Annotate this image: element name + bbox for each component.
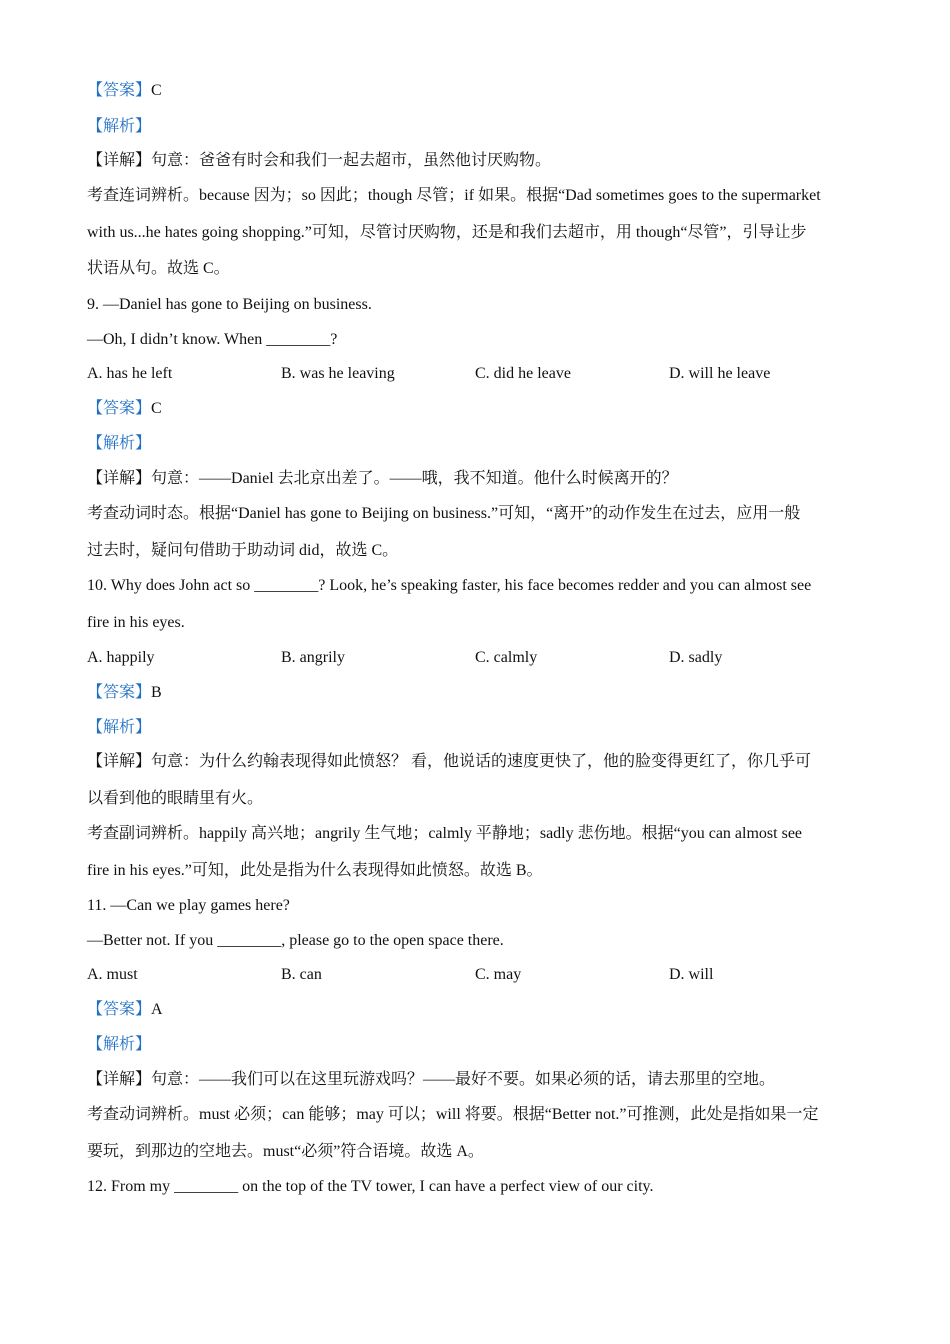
q12-stem-line: 12. From my ________ on the top of the TV tower, I can have a perfect view of our city.: [87, 1178, 654, 1195]
detail-label: 【详解】: [87, 152, 152, 169]
q11-answer-line: [87, 1000, 163, 1020]
analysis-label: 【解析】: [87, 1036, 152, 1053]
q10-option-a: A. happily: [87, 649, 155, 666]
q9-answer: C: [151, 400, 162, 417]
answer-label: 【答案】: [87, 82, 152, 99]
detail-label: 【详解】: [87, 1071, 152, 1088]
q9-option-d: D. will he leave: [669, 365, 771, 382]
q10-option-b: B. angrily: [281, 649, 345, 666]
detail-label: 【详解】: [87, 470, 152, 487]
q10-option-d: D. sadly: [669, 649, 723, 666]
q8-analysis-line: [87, 117, 151, 137]
analysis-label: 【解析】: [87, 118, 152, 135]
q10-expl-line: fire in his eyes.”可知，此处是指为什么表现得如此愤怒。故选 B。: [87, 862, 543, 879]
q9-expl-line: 考查动词时态。根据“Daniel has gone to Beijing on business.”可知，“离开”的动作发生在过去，应用一般: [87, 505, 801, 522]
q10-option-c: C. calmly: [475, 649, 538, 666]
q11-option-b: B. can: [281, 966, 322, 983]
q9-option-b: B. was he leaving: [281, 365, 395, 382]
q9-expl-line: 过去时，疑问句借助于助动词 did，故选 C。: [87, 542, 399, 559]
q11-stem-line: —Better not. If you ________, please go to the open space there.: [87, 932, 504, 949]
q11-expl-line: 要玩，到那边的空地去。must“必须”符合语境。故选 A。: [87, 1143, 484, 1160]
analysis-label: 【解析】: [87, 435, 152, 452]
q8-expl-line: 状语从句。故选 C。: [87, 260, 230, 277]
q8-detail-line: [87, 151, 551, 171]
q10-expl-line: 考查副词辨析。happily 高兴地；angrily 生气地；calmly 平静地；sadly 悲伤地。根据“you can almost see: [87, 825, 803, 842]
q11-detail: 句意：——我们可以在这里玩游戏吗？——最好不要。如果必须的话，请去那里的空地。: [151, 1071, 776, 1088]
analysis-label: 【解析】: [87, 719, 152, 736]
q8-expl-line: with us...he hates going shopping.”可知，尽管讨厌购物，还是和我们去超市，用 though“尽管”，引导让步: [87, 224, 807, 241]
q8-expl-line: 考查连词辨析。because 因为；so 因此；though 尽管；if 如果。根据“Dad sometimes goes to the supermarket: [87, 187, 821, 204]
q9-stem-line: —Oh, I didn’t know. When ________?: [87, 331, 338, 348]
q10-stem-line: 10. Why does John act so ________? Look, he’s speaking faster, his face becomes redder and you can almost see: [87, 577, 812, 594]
q11-expl-line: 考查动词辨析。must 必须；can 能够；may 可以；will 将要。根据“Better not.”可推测，此处是指如果一定: [87, 1106, 819, 1123]
q8-answer-line: [87, 81, 162, 101]
q11-detail-line: [87, 1070, 775, 1090]
q10-detail-line: 以看到他的眼睛里有火。: [87, 790, 264, 807]
q9-detail-line: [87, 469, 678, 489]
q9-answer-line: [87, 399, 162, 419]
q9-analysis-line: [87, 434, 151, 454]
q11-option-c: C. may: [475, 966, 522, 983]
answer-label: 【答案】: [87, 1001, 152, 1018]
q11-analysis-line: [87, 1035, 151, 1055]
q10-detail-line: [87, 752, 811, 772]
q10-stem-line: fire in his eyes.: [87, 614, 185, 631]
q11-stem-line: 11. —Can we play games here?: [87, 897, 290, 914]
q9-stem-line: 9. —Daniel has gone to Beijing on business.: [87, 296, 372, 313]
q11-option-d: D. will: [669, 966, 714, 983]
q8-detail: 句意：爸爸有时会和我们一起去超市，虽然他讨厌购物。: [151, 152, 552, 169]
detail-label: 【详解】: [87, 753, 152, 770]
answer-label: 【答案】: [87, 684, 152, 701]
answer-label: 【答案】: [87, 400, 152, 417]
q10-detail: 句意：为什么约翰表现得如此愤怒？ 看，他说话的速度更快了，他的脸变得更红了，你几乎可: [151, 753, 812, 770]
q10-answer-line: [87, 683, 162, 703]
q10-answer: B: [151, 684, 162, 701]
q11-answer: A: [151, 1001, 163, 1018]
q11-option-a: A. must: [87, 966, 138, 983]
q9-detail: 句意：——Daniel 去北京出差了。——哦，我不知道。他什么时候离开的？: [151, 470, 678, 487]
q9-option-c: C. did he leave: [475, 365, 571, 382]
q9-option-a: A. has he left: [87, 365, 173, 382]
q10-analysis-line: [87, 718, 151, 738]
q8-answer: C: [151, 82, 162, 99]
